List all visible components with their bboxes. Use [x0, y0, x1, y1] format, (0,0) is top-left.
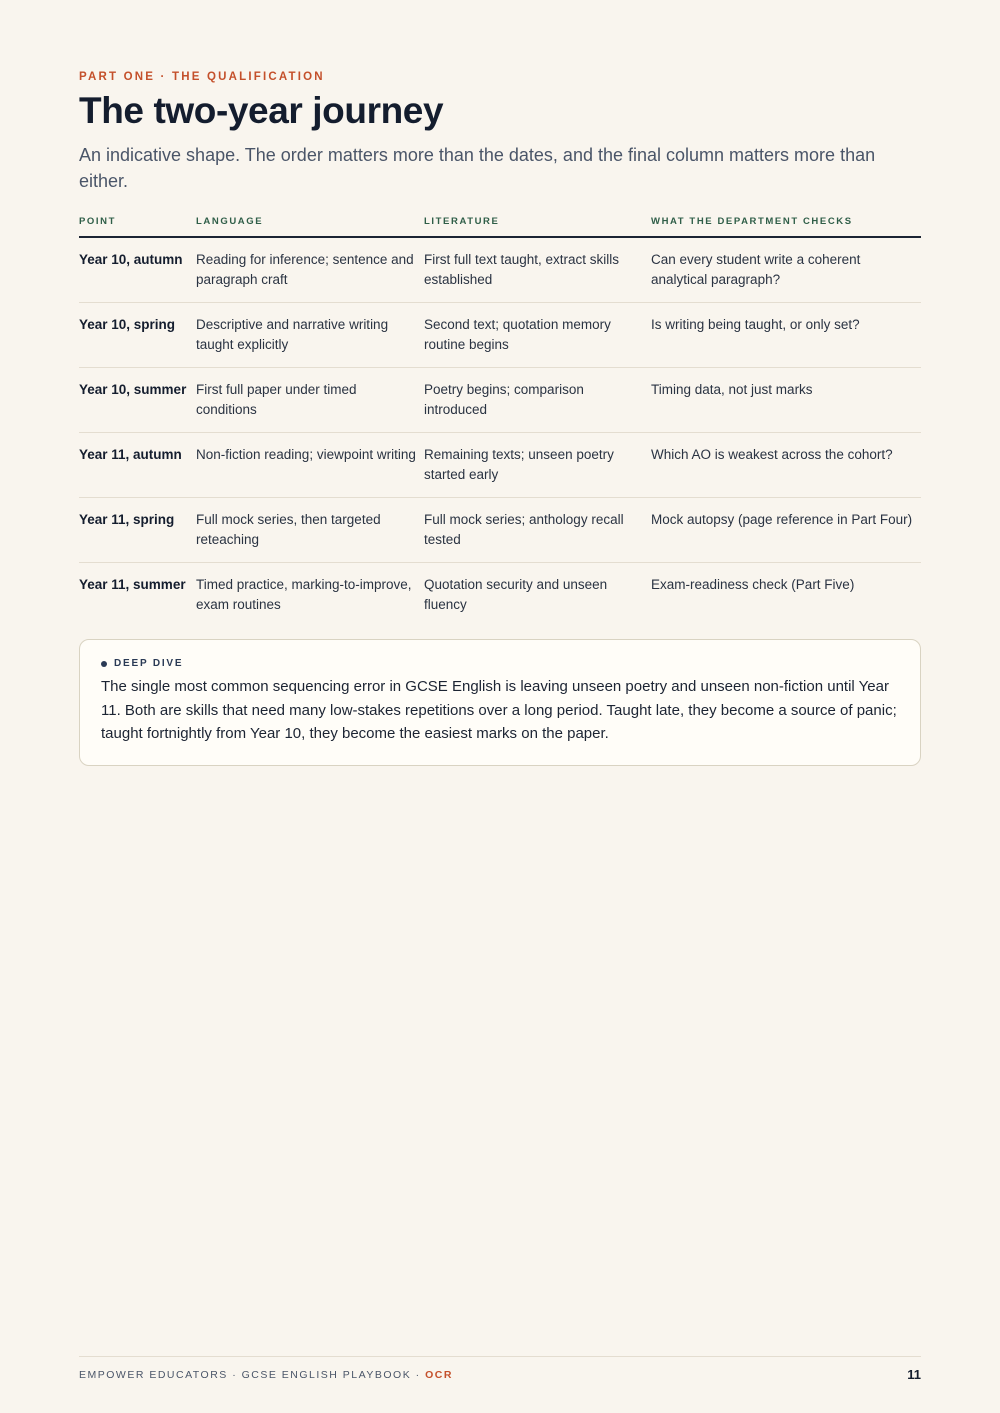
cell-literature: First full text taught, extract skills established: [424, 237, 651, 303]
footer-board: OCR: [425, 1368, 453, 1381]
cell-checks: Mock autopsy (page reference in Part Four): [651, 498, 921, 563]
cell-point: Year 11, autumn: [79, 433, 196, 498]
cell-language: Reading for inference; sentence and paragraph craft: [196, 237, 424, 303]
cell-checks: Is writing being taught, or only set?: [651, 303, 921, 368]
footer-publication: EMPOWER EDUCATORS · GCSE ENGLISH PLAYBOOK ·: [79, 1368, 426, 1381]
section-eyebrow: PART ONE · THE QUALIFICATION: [79, 71, 325, 83]
column-header-checks: WHAT THE DEPARTMENT CHECKS: [651, 210, 921, 237]
table-row: [79, 303, 921, 368]
table-row: [79, 368, 921, 433]
cell-language: Descriptive and narrative writing taught explicitly: [196, 303, 424, 368]
table-header-row: [79, 210, 921, 237]
column-header-point: POINT: [79, 210, 196, 237]
cell-literature: Quotation security and unseen fluency: [424, 577, 608, 612]
callout-label-text: DEEP DIVE: [114, 658, 184, 669]
page-title: The two-year journey: [79, 90, 444, 131]
column-header-literature: LITERATURE: [424, 210, 651, 237]
cell-language: Non-fiction reading; viewpoint writing: [196, 433, 424, 498]
cell-language: Full mock series, then targeted reteaching: [196, 498, 424, 563]
cell-literature: Poetry begins; comparison introduced: [424, 368, 651, 433]
callout-body: The single most common sequencing error in GCSE English is leaving unseen poetry and unseen non-fiction until Year 11. Both are skills that need many low-stakes repetitions over a long period. Taught late, they become a source of panic; taught fortnightly from Year 10, they become the easiest marks on the paper.: [101, 678, 897, 742]
cell-point: Year 10, summer: [79, 368, 196, 433]
cell-point: Year 10, spring: [79, 303, 196, 368]
callout-label: [101, 658, 899, 669]
footer-running-title: [79, 1369, 453, 1381]
journey-table: [79, 210, 921, 627]
cell-checks: Exam-readiness check (Part Five): [651, 577, 855, 592]
cell-literature: Second text; quotation memory routine begins: [424, 303, 651, 368]
page-number: 11: [907, 1367, 921, 1382]
cell-checks: Which AO is weakest across the cohort?: [651, 433, 921, 498]
cell-checks: Timing data, not just marks: [651, 368, 921, 433]
table-row: [79, 498, 921, 563]
cell-literature: Remaining texts; unseen poetry started early: [424, 433, 651, 498]
cell-language: First full paper under timed conditions: [196, 368, 424, 433]
table-row: [79, 563, 921, 628]
cell-checks: Can every student write a coherent analytical paragraph?: [651, 237, 921, 303]
cell-literature: Full mock series; anthology recall tested: [424, 498, 651, 563]
cell-point: Year 11, spring: [79, 498, 196, 563]
cell-point: Year 11, summer: [79, 577, 186, 592]
column-header-language: LANGUAGE: [196, 210, 424, 237]
page-lede: An indicative shape. The order matters more than the dates, and the final column matters more than either.: [79, 145, 876, 191]
bullet-dot-icon: [101, 661, 107, 667]
cell-language: Timed practice, marking-to-improve, exam routines: [196, 577, 412, 612]
table-row: [79, 433, 921, 498]
deep-dive-callout: [79, 639, 921, 766]
cell-point: Year 10, autumn: [79, 237, 196, 303]
table-row: [79, 237, 921, 303]
page-footer: [79, 1356, 921, 1382]
